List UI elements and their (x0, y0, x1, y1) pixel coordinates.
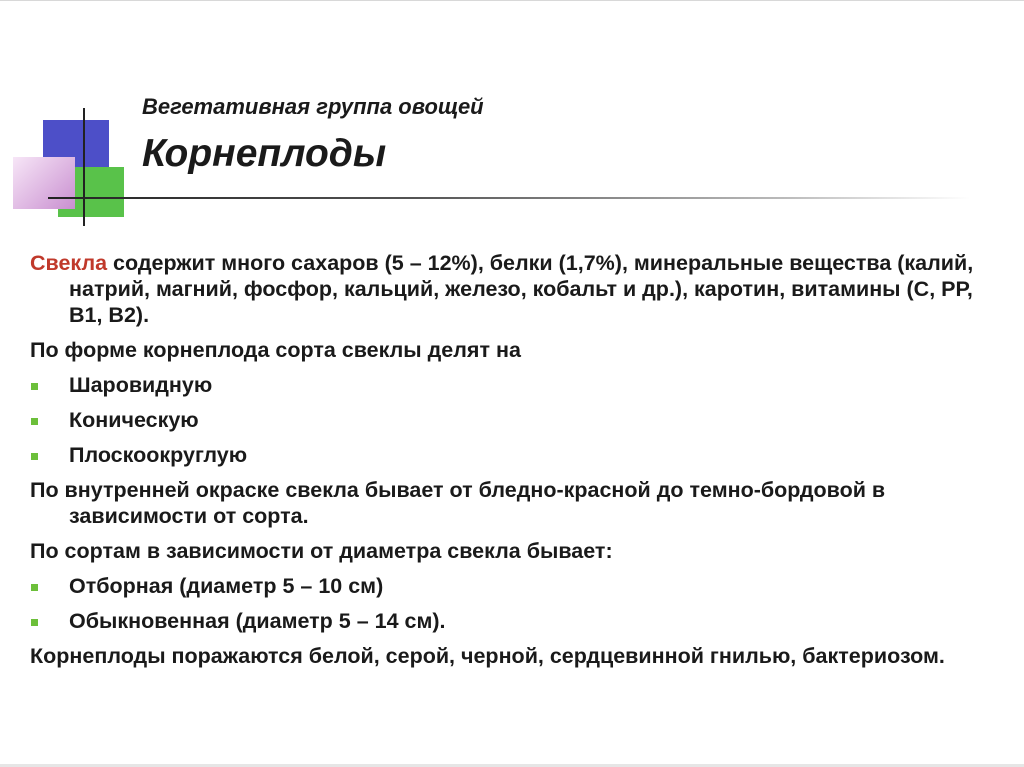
color-paragraph: По внутренней окраске свекла бывает от бледно-красной до темно-бордовой в зависимости от сорта. (30, 478, 886, 528)
bullet-square-icon (31, 453, 38, 460)
shape-heading: По форме корнеплода сорта свеклы делят на (30, 338, 521, 362)
title-underline (48, 197, 970, 199)
slide-subtitle: Вегетативная группа овощей (142, 94, 484, 119)
disease-paragraph: Корнеплоды поражаются белой, серой, черной, сердцевинной гнилью, бактериозом. (30, 644, 945, 668)
beet-highlight: Свекла (30, 251, 108, 275)
list-item (30, 608, 990, 634)
list-item-text: Плоскоокруглую (69, 443, 248, 467)
list-item (30, 573, 990, 599)
list-item-text: Обыкновенная (диаметр 5 – 14 см). (69, 609, 446, 633)
list-item-text: Отборная (диаметр 5 – 10 см) (69, 574, 384, 598)
slide-title: Корнеплоды (142, 132, 387, 175)
diameter-heading: По сортам в зависимости от диаметра свекла бывает: (30, 539, 613, 563)
list-item (30, 407, 990, 433)
list-item (30, 442, 990, 468)
bullet-square-icon (31, 383, 38, 390)
decor-pink-square (13, 157, 75, 209)
slide-border-top (0, 0, 1024, 1)
bullet-square-icon (31, 418, 38, 425)
list-item (30, 372, 990, 398)
intro-paragraph (30, 250, 990, 328)
bullet-square-icon (31, 619, 38, 626)
list-item-text: Коническую (69, 408, 199, 432)
list-item-text: Шаровидную (69, 373, 213, 397)
intro-text: содержит много сахаров (5 – 12%), белки (1,7%), минеральные вещества (калий, натрий, магний, фосфор, кальций, железо, кобальт и др.), каротин, витамины (С, РР, В1, В2). (69, 251, 974, 327)
decor-vertical-line (83, 108, 85, 226)
slide-body (30, 250, 990, 678)
bullet-square-icon (31, 584, 38, 591)
